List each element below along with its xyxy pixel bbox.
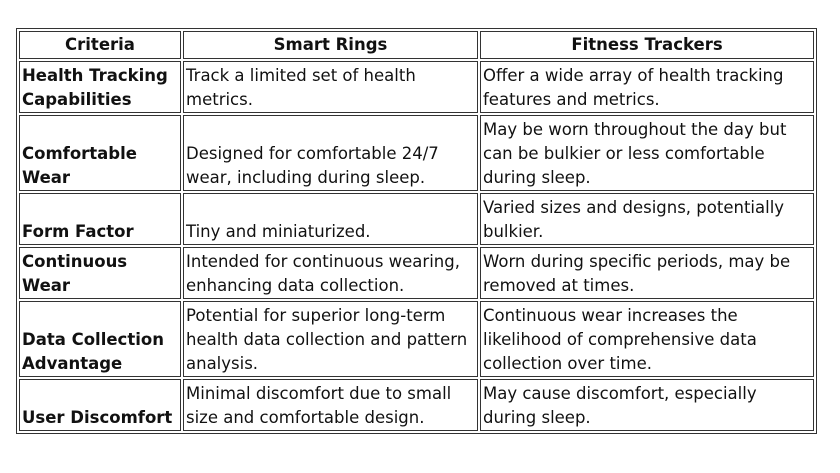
criteria-cell: Health Tracking Capabilities	[19, 61, 181, 113]
comparison-table-container	[16, 28, 817, 434]
criteria-cell: Comfortable Wear	[19, 115, 181, 191]
table-row	[19, 193, 814, 245]
header-smart-rings: Smart Rings	[183, 31, 478, 59]
header-fitness-trackers: Fitness Trackers	[480, 31, 814, 59]
criteria-cell: User Discomfort	[19, 379, 181, 431]
fitness-trackers-cell: Offer a wide array of health tracking features and metrics.	[480, 61, 814, 113]
table-header-row	[19, 31, 814, 59]
fitness-trackers-cell: May be worn throughout the day but can be bulkier or less comfortable during sleep.	[480, 115, 814, 191]
criteria-cell: Form Factor	[19, 193, 181, 245]
table-row	[19, 379, 814, 431]
smart-rings-cell: Minimal discomfort due to small size and comfortable design.	[183, 379, 478, 431]
criteria-cell: Data Collection Advantage	[19, 301, 181, 377]
table-row	[19, 301, 814, 377]
smart-rings-cell: Intended for continuous wearing, enhancing data collection.	[183, 247, 478, 299]
header-criteria: Criteria	[19, 31, 181, 59]
smart-rings-cell: Potential for superior long-term health data collection and pattern analysis.	[183, 301, 478, 377]
fitness-trackers-cell: Worn during specific periods, may be removed at times.	[480, 247, 814, 299]
smart-rings-cell: Track a limited set of health metrics.	[183, 61, 478, 113]
table-row	[19, 115, 814, 191]
smart-rings-cell: Designed for comfortable 24/7 wear, including during sleep.	[183, 115, 478, 191]
fitness-trackers-cell: May cause discomfort, especially during sleep.	[480, 379, 814, 431]
table-row	[19, 61, 814, 113]
fitness-trackers-cell: Continuous wear increases the likelihood of comprehensive data collection over time.	[480, 301, 814, 377]
fitness-trackers-cell: Varied sizes and designs, potentially bulkier.	[480, 193, 814, 245]
comparison-table	[16, 28, 817, 434]
criteria-cell: Continuous Wear	[19, 247, 181, 299]
table-row	[19, 247, 814, 299]
smart-rings-cell: Tiny and miniaturized.	[183, 193, 478, 245]
